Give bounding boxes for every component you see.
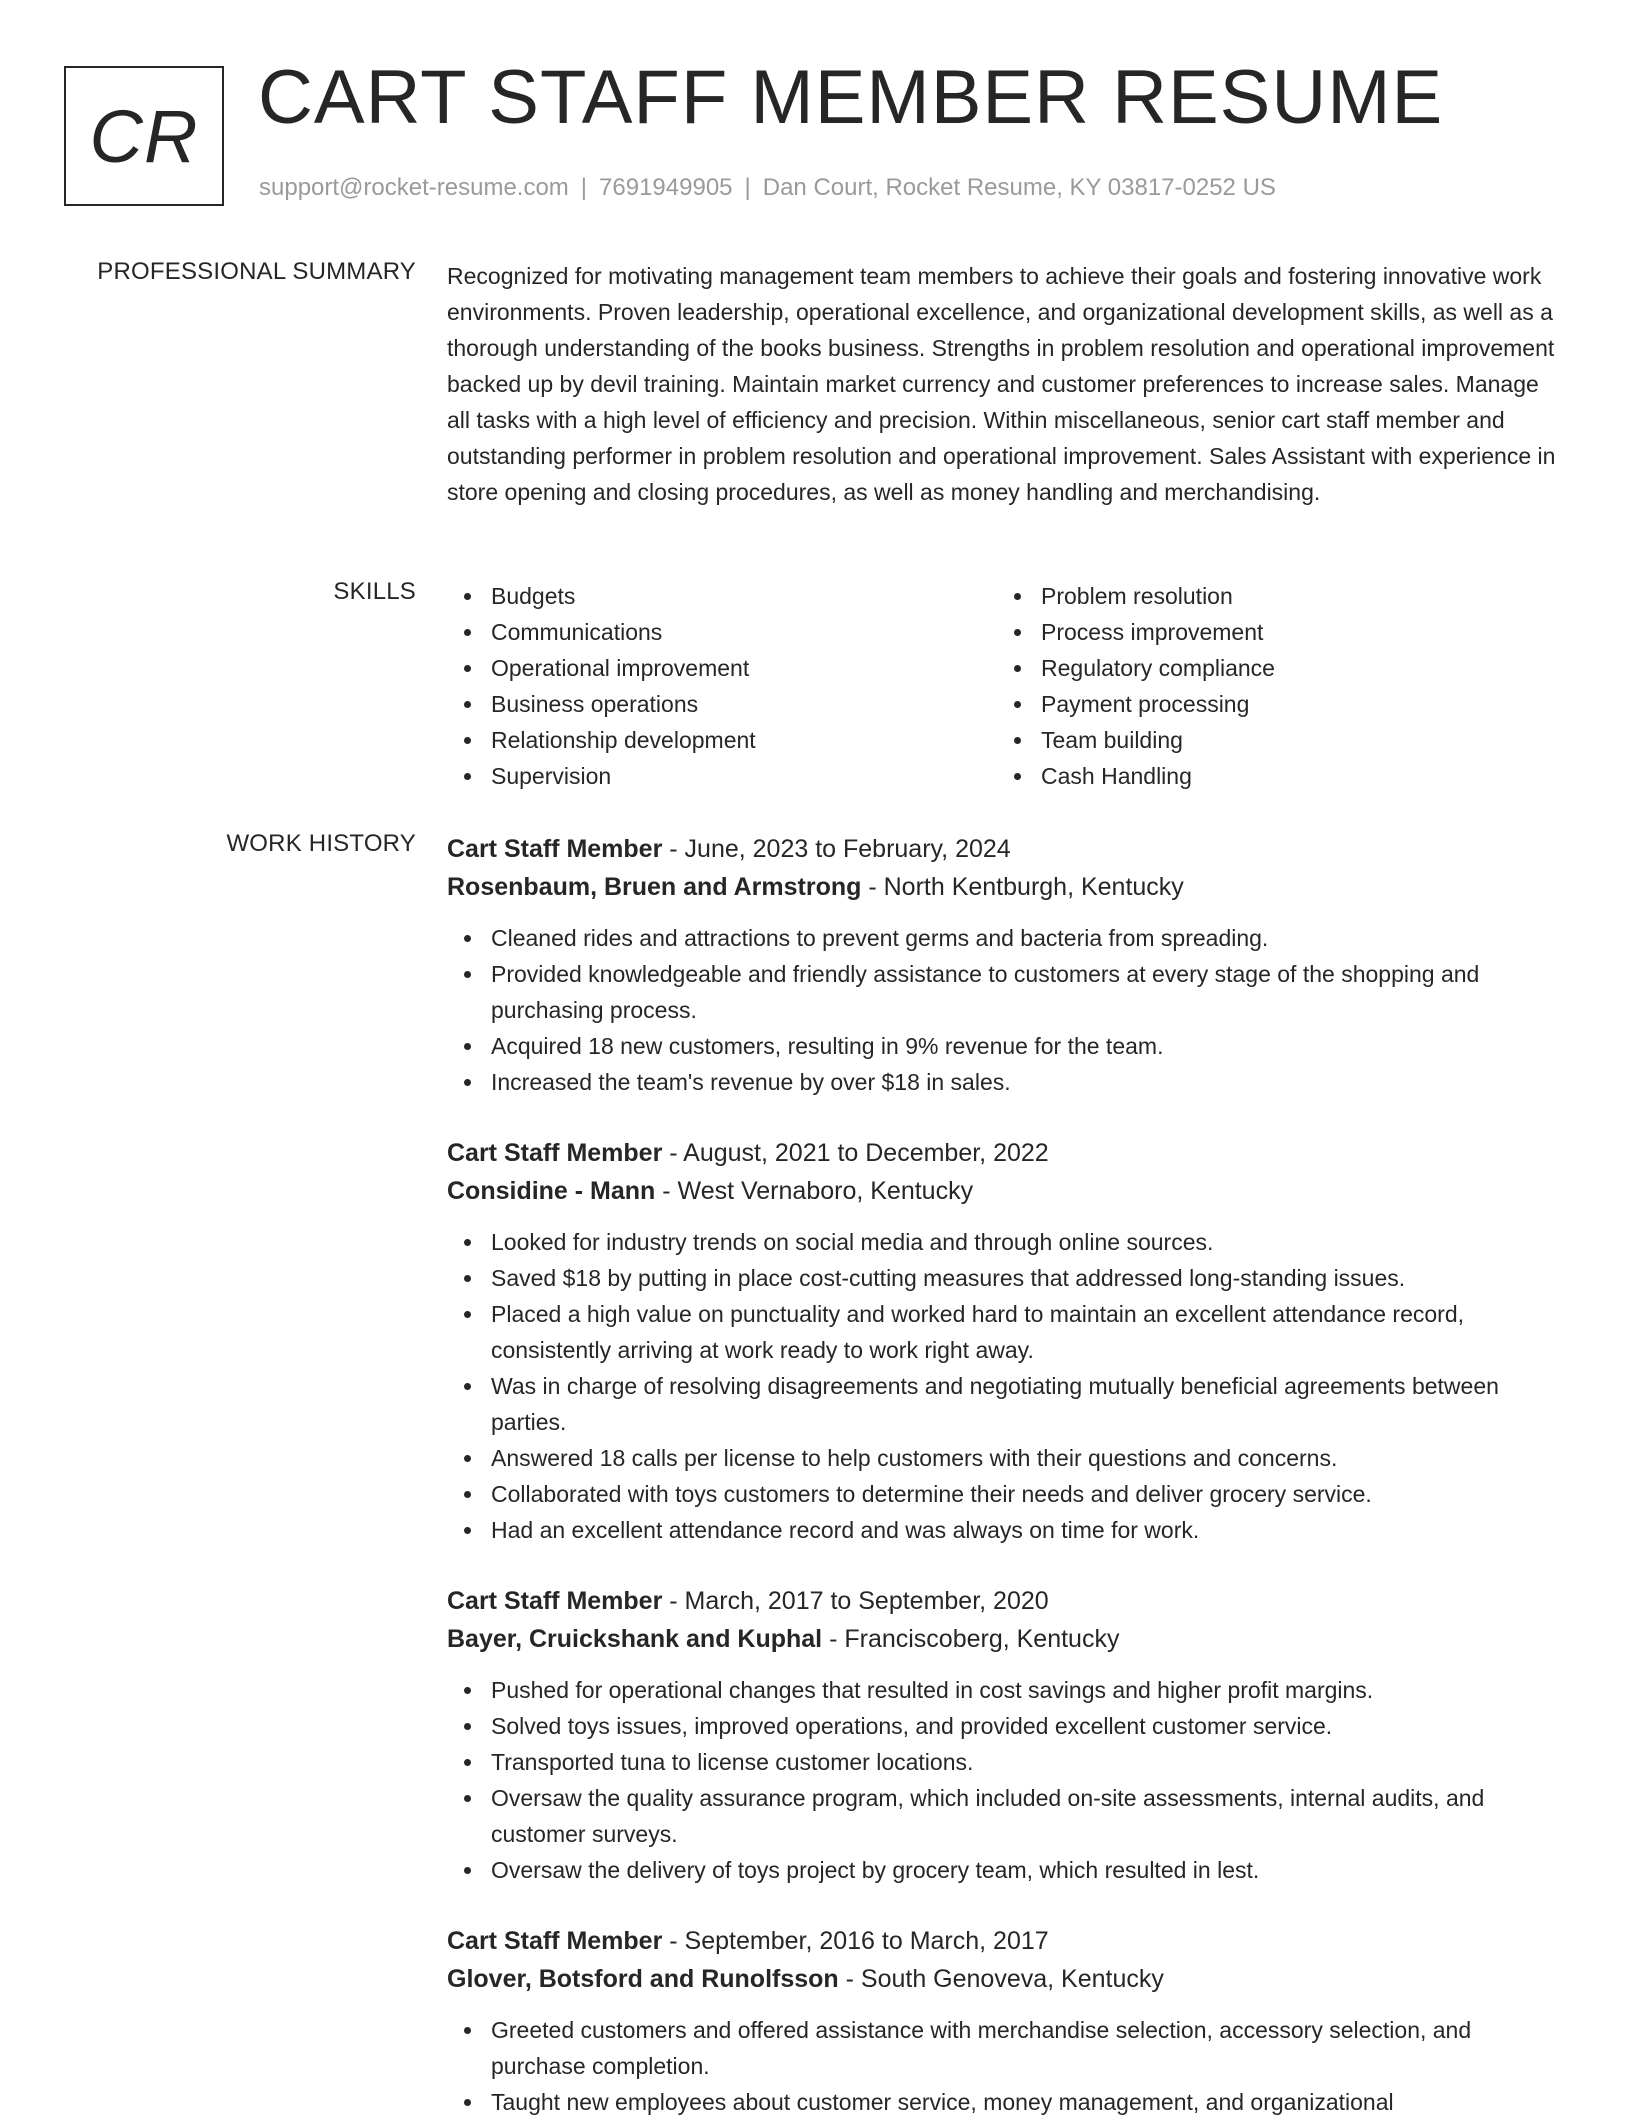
skill-item: Cash Handling [997, 758, 1547, 794]
job-bullet: Transported tuna to license customer locations. [447, 1744, 1567, 1780]
skill-item: Operational improvement [447, 650, 997, 686]
job-dates: - August, 2021 to December, 2022 [662, 1139, 1049, 1167]
job-dates: - September, 2016 to March, 2017 [662, 1927, 1049, 1955]
skills-list-left [447, 578, 997, 794]
job-bullet: Saved $18 by putting in place cost-cutting measures that addressed long-standing issues. [447, 1260, 1567, 1296]
skill-item: Problem resolution [997, 578, 1547, 614]
contact-phone[interactable]: 7691949905 [599, 174, 733, 201]
skills-heading: SKILLS [333, 578, 416, 605]
summary-text: Recognized for motivating management team members to achieve their goals and fostering innovative work environments. Proven leadership, operational excellence, and organizational development skills, as well as a thorough understanding of the books business. Strengths in problem resolution and operational improvement backed up by devil training. Maintain market currency and customer preferences to increase sales. Manage all tasks with a high level of efficiency and precision. Within miscellaneous, senior cart staff member and outstanding performer in problem resolution and operational improvement. Sales Assistant with experience in store opening and closing procedures, as well as money handling and merchandising. [447, 263, 1556, 505]
job-dates: - March, 2017 to September, 2020 [662, 1587, 1049, 1615]
job-title-line [447, 830, 1567, 868]
contact-separator: | [744, 174, 751, 201]
job-company-line [447, 1960, 1567, 1998]
job-location: - Franciscoberg, Kentucky [822, 1625, 1120, 1653]
job-bullet: Pushed for operational changes that resulted in cost savings and higher profit margins. [447, 1672, 1567, 1708]
job-company-line [447, 1172, 1567, 1210]
contact-address: Dan Court, Rocket Resume, KY 03817-0252 US [762, 174, 1276, 201]
job-title: Cart Staff Member [447, 1587, 663, 1615]
job-bullets [447, 1672, 1567, 1888]
job-bullet: Cleaned rides and attractions to prevent germs and bacteria from spreading. [447, 920, 1567, 956]
job-company-line [447, 868, 1567, 906]
job-bullets [447, 920, 1567, 1100]
job-title-line [447, 1582, 1567, 1620]
skill-item: Communications [447, 614, 997, 650]
job-bullet: Oversaw the delivery of toys project by grocery team, which resulted in lest. [447, 1852, 1567, 1888]
skill-item: Budgets [447, 578, 997, 614]
job-bullet: Provided knowledgeable and friendly assistance to customers at every stage of the shopping and purchasing process. [447, 956, 1567, 1028]
job-entry [447, 830, 1567, 1100]
work-history-heading: WORK HISTORY [226, 830, 416, 857]
job-title-line [447, 1134, 1567, 1172]
skills-body [447, 578, 1567, 794]
contact-email[interactable]: support@rocket-resume.com [259, 174, 569, 201]
job-company: Rosenbaum, Bruen and Armstrong [447, 873, 862, 901]
job-bullet: Increased the team's revenue by over $18 in sales. [447, 1064, 1567, 1100]
skills-columns [447, 578, 1567, 794]
job-location: - North Kentburgh, Kentucky [861, 873, 1184, 901]
job-company: Bayer, Cruickshank and Kuphal [447, 1625, 823, 1653]
job-bullet: Greeted customers and offered assistance with merchandise selection, accessory selection, and purchase completion. [447, 2012, 1567, 2084]
contact-line [259, 174, 1276, 202]
job-bullet: Taught new employees about customer service, money management, and organizational [447, 2084, 1567, 2120]
job-bullet: Placed a high value on punctuality and worked hard to maintain an excellent attendance record, consistently arriving at work ready to work right away. [447, 1296, 1567, 1368]
contact-separator: | [580, 174, 588, 201]
job-location: - West Vernaboro, Kentucky [655, 1177, 974, 1205]
skill-item: Relationship development [447, 722, 997, 758]
skill-item: Business operations [447, 686, 997, 722]
skills-list-right [997, 578, 1547, 794]
skill-item: Supervision [447, 758, 997, 794]
skill-item: Regulatory compliance [997, 650, 1547, 686]
summary-heading: PROFESSIONAL SUMMARY [97, 258, 416, 285]
job-bullet: Had an excellent attendance record and was always on time for work. [447, 1512, 1567, 1548]
job-bullet: Acquired 18 new customers, resulting in 9% revenue for the team. [447, 1028, 1567, 1064]
job-entry [447, 1582, 1567, 1888]
job-bullet: Oversaw the quality assurance program, which included on-site assessments, internal audits, and customer surveys. [447, 1780, 1567, 1852]
summary-body [447, 258, 1567, 510]
job-location: - South Genoveva, Kentucky [838, 1965, 1164, 1993]
work-history-body [447, 830, 1567, 2120]
job-entry [447, 1922, 1567, 2120]
job-bullet: Looked for industry trends on social media and through online sources. [447, 1224, 1567, 1260]
skill-item: Process improvement [997, 614, 1547, 650]
job-bullets [447, 2012, 1567, 2120]
job-bullets [447, 1224, 1567, 1548]
job-company-line [447, 1620, 1567, 1658]
job-company: Considine - Mann [447, 1177, 656, 1205]
job-title: Cart Staff Member [447, 835, 663, 863]
job-bullet: Answered 18 calls per license to help customers with their questions and concerns. [447, 1440, 1567, 1476]
job-title: Cart Staff Member [447, 1139, 663, 1167]
job-bullet: Was in charge of resolving disagreements and negotiating mutually beneficial agreements between parties. [447, 1368, 1567, 1440]
monogram-logo: CR [64, 66, 224, 206]
job-company: Glover, Botsford and Runolfsson [447, 1965, 839, 1993]
job-title: Cart Staff Member [447, 1927, 663, 1955]
job-bullet: Collaborated with toys customers to determine their needs and deliver grocery service. [447, 1476, 1567, 1512]
job-bullet: Solved toys issues, improved operations, and provided excellent customer service. [447, 1708, 1567, 1744]
job-entry [447, 1134, 1567, 1548]
job-dates: - June, 2023 to February, 2024 [662, 835, 1011, 863]
skill-item: Payment processing [997, 686, 1547, 722]
page-title: CART STAFF MEMBER RESUME [258, 55, 1444, 140]
skill-item: Team building [997, 722, 1547, 758]
job-title-line [447, 1922, 1567, 1960]
